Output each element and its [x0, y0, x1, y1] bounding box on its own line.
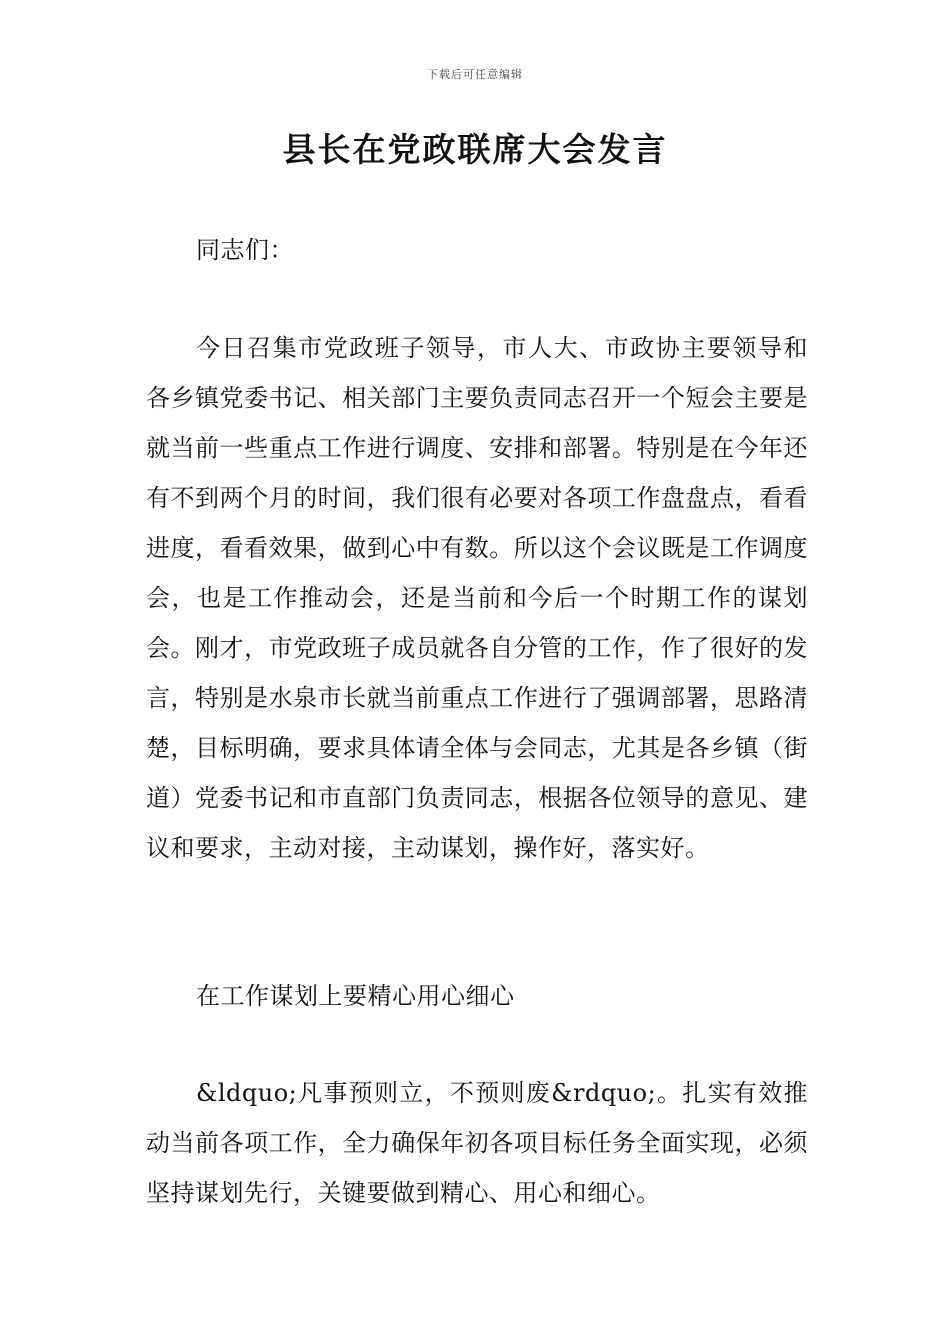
- section-heading: 在工作谋划上要精心用心细心: [196, 982, 515, 1010]
- header-note: 下载后可任意编辑: [427, 68, 523, 81]
- paragraph-quote: &ldquo;凡事预则立，不预则废&rdquo;。扎实有效推动当前各项工作，全力确保年初各项目标任务全面实现，必须坚持谋划先行，关键要做到精心、用心和细心。: [146, 1079, 808, 1207]
- document-title: 县长在党政联席大会发言: [282, 130, 668, 169]
- paragraph-greeting: 同志们：: [196, 236, 294, 264]
- paragraph-main: 今日召集市党政班子领导，市人大、市政协主要领导和各乡镇党委书记、相关部门主要负责同志召开一个短会主要是就当前一些重点工作进行调度、安排和部署。特别是在今年还有不到两个月的时间，我们很有必要对各项工作盘盘点，看看进度，看看效果，做到心中有数。所以这个会议既是工作调度会，也是工作推动会，还是当前和今后一个时期工作的谋划会。刚才，市党政班子成员就各自分管的工作，作了很好的发言，特别是水泉市长就当前重点工作进行了强调部署，思路清楚，目标明确，要求具体请全体与会同志，尤其是各乡镇（街道）党委书记和市直部门负责同志，根据各位领导的意见、建议和要求，主动对接，主动谋划，操作好，落实好。: [146, 334, 808, 862]
